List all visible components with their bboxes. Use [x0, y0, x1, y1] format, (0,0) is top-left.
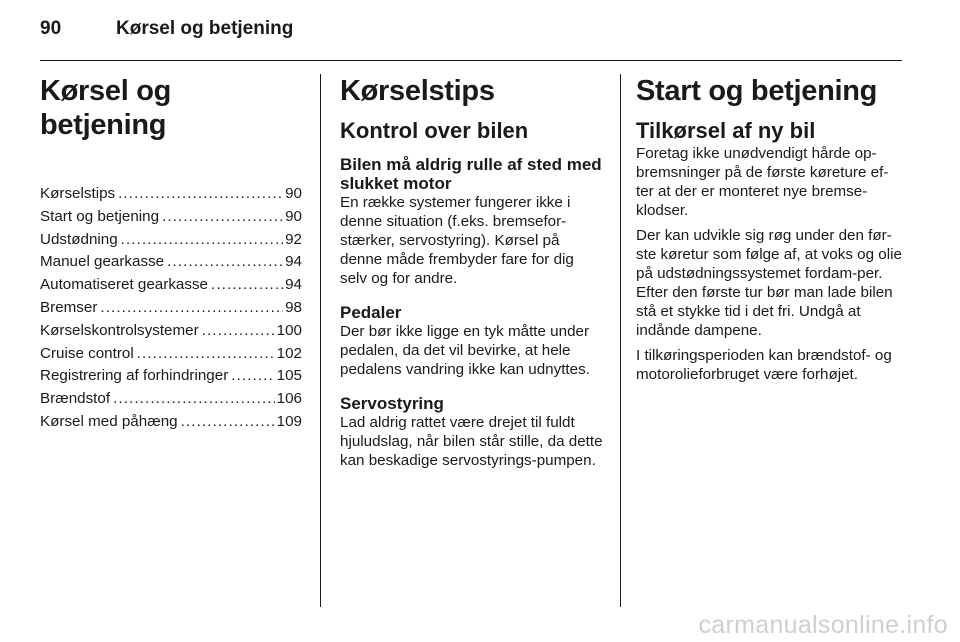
- pedaler-heading: Pedaler: [340, 303, 402, 322]
- toc-leader: [118, 183, 283, 206]
- subsection-title: Tilkørsel af ny bil: [636, 118, 816, 143]
- paragraph-brakes: Foretag ikke unødvendigt hårde op-bremsninger på de første køreture ef-ter at der er monteret nye bremse-klodser.: [636, 145, 889, 219]
- toc-entry-label: Kørselstips: [40, 185, 116, 202]
- toc-entry[interactable]: [40, 365, 302, 388]
- paragraph-consumption: I tilkøringsperioden kan brændstof- og motorolieforbruget være forhøjet.: [636, 347, 892, 383]
- servo-text: Lad aldrig rattet være drejet til fuldt hjuludslag, når bilen står stille, da dette kan beskadige servostyrings-pumpen.: [340, 414, 603, 469]
- toc-entry-page: 106: [276, 390, 302, 408]
- toc-leader: [137, 343, 275, 366]
- start-column: [636, 74, 902, 384]
- column-divider: [320, 74, 321, 607]
- chapter-title: Kørsel og betjening: [40, 75, 172, 141]
- toc-entry-label: Bremser: [40, 298, 98, 316]
- toc-entry-label: Brændstof: [40, 390, 111, 408]
- toc-leader: [162, 206, 283, 229]
- page-header: [40, 14, 902, 58]
- toc-entry[interactable]: [40, 206, 302, 229]
- toc-entry[interactable]: [40, 320, 302, 343]
- toc-leader: [121, 229, 283, 252]
- toc-entry[interactable]: [40, 183, 302, 206]
- toc-entry-label: Automatiseret gearkasse: [40, 276, 208, 294]
- toc-leader: [181, 411, 275, 434]
- toc-leader: [211, 274, 283, 297]
- page-number: 90: [40, 18, 62, 39]
- toc-entry-page: 105: [276, 367, 302, 385]
- column-divider: [620, 74, 621, 607]
- toc-entry[interactable]: [40, 229, 302, 252]
- subsection-title: Kontrol over bilen: [340, 118, 529, 143]
- header-rule: [40, 60, 902, 61]
- section-title: Start og betjening: [636, 75, 878, 107]
- toc-entry-page: 94: [285, 276, 302, 294]
- toc-entry-label: Cruise control: [40, 344, 134, 362]
- toc-entry-page: 94: [285, 253, 302, 271]
- toc-entry[interactable]: [40, 343, 302, 366]
- toc-entry-page: 90: [285, 185, 302, 202]
- running-title: Kørsel og betjening: [116, 18, 294, 39]
- toc-entry-label: Manuel gearkasse: [40, 253, 165, 271]
- toc-entry[interactable]: [40, 251, 302, 274]
- toc-entry-page: 102: [276, 344, 302, 362]
- watermark: carmanualsonline.info: [698, 611, 948, 639]
- tips-column: [340, 74, 604, 470]
- toc-leader: [167, 251, 283, 274]
- toc-entry-label: Kørselskontrolsystemer: [40, 321, 199, 339]
- toc-entry-page: 100: [276, 321, 302, 339]
- toc-entry-label: Registrering af forhindringer: [40, 367, 229, 385]
- toc-entry-label: Start og betjening: [40, 207, 160, 225]
- toc-entry[interactable]: [40, 411, 302, 434]
- toc-leader: [100, 297, 283, 320]
- section-title: Kørselstips: [340, 75, 495, 107]
- toc-entry-label: Udstødning: [40, 230, 118, 248]
- servo-heading: Servostyring: [340, 394, 444, 413]
- toc-list: [40, 183, 302, 434]
- toc-entry-label: Kørsel med påhæng: [40, 412, 178, 430]
- toc-entry[interactable]: [40, 274, 302, 297]
- toc-entry-page: 90: [285, 207, 302, 225]
- toc-leader: [202, 320, 275, 343]
- toc-entry[interactable]: [40, 297, 302, 320]
- toc-entry-page: 92: [285, 230, 302, 248]
- motor-heading: Bilen må aldrig rulle af sted med slukket motor: [340, 155, 602, 193]
- toc-entry-page: 109: [276, 412, 302, 430]
- pedaler-text: Der bør ikke ligge en tyk måtte under pedalen, da det vil bevirke, at hele pedalens vandring ikke kan udnyttes.: [340, 323, 590, 378]
- toc-entry-page: 98: [285, 298, 302, 316]
- paragraph-smoke: Der kan udvikle sig røg under den før-ste køretur som følge af, at voks og olie på udstødningssystemet fordam-per. Efter den første tur bør man lade bilen stå et stykke tid i det fri. Undgå at indånde dampene.: [636, 227, 902, 339]
- motor-text: En række systemer fungerer ikke i denne situation (f.eks. bremsefor-stærker, servostyring). Kørsel på denne måde frembyder fare for dig selv og for andre.: [340, 194, 574, 287]
- toc-entry[interactable]: [40, 388, 302, 411]
- toc-leader: [113, 388, 275, 411]
- toc-leader: [231, 365, 274, 388]
- toc-column: [40, 74, 302, 434]
